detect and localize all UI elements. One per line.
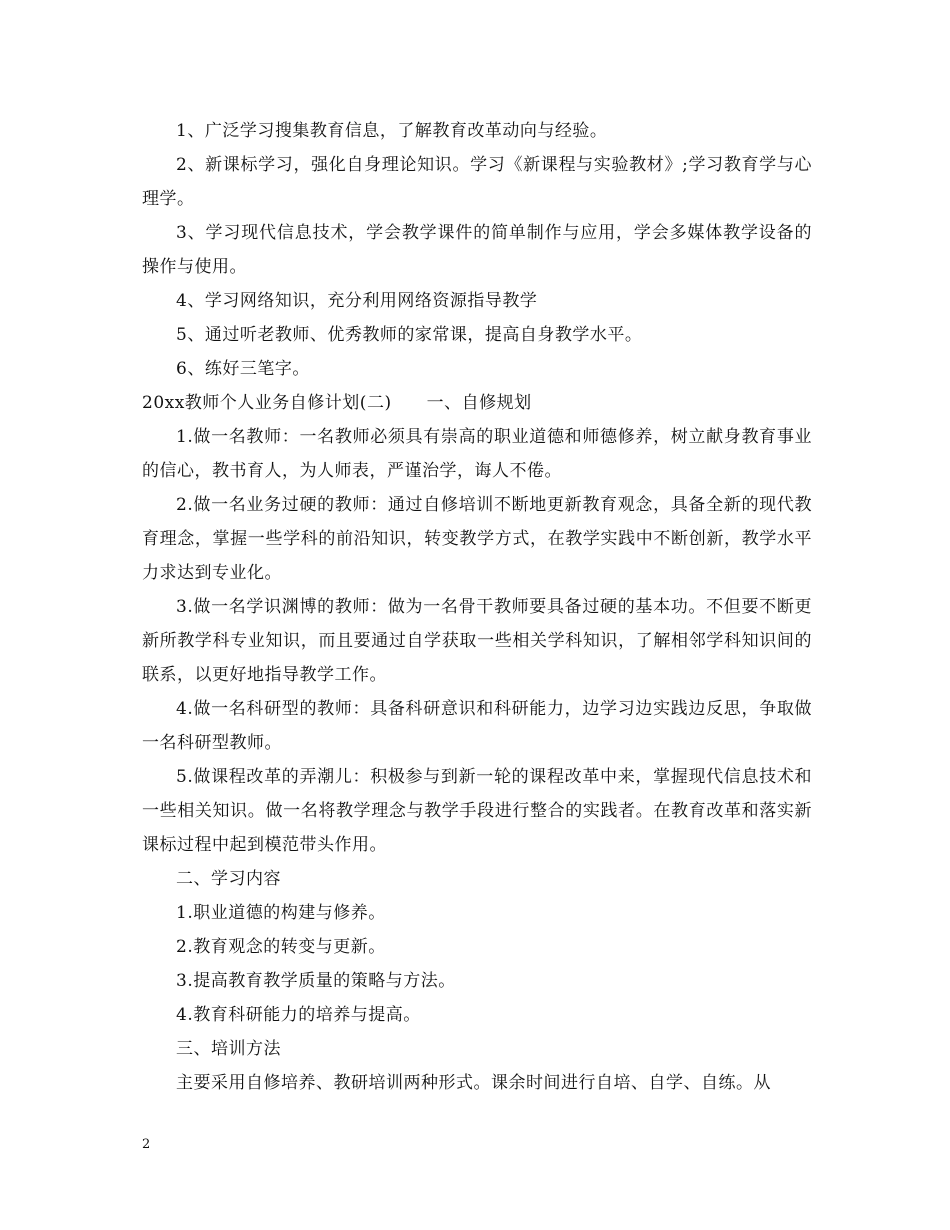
content-item-2: 2.教育观念的转变与更新。 <box>176 937 386 957</box>
plan-item-4: 4.做一名科研型的教师：具备科研意识和科研能力，边学习边实践边反思，争取做一名科研型教师。 <box>142 699 812 753</box>
section-heading-plan: 20xx教师个人业务自修计划(二) 一、自修规划 <box>142 393 532 413</box>
paragraph-item-6: 6、练好三笔字。 <box>176 359 310 379</box>
content-item-1: 1.职业道德的构建与修养。 <box>176 903 386 923</box>
plan-item-1: 1.做一名教师：一名教师必须具有崇高的职业道德和师德修养，树立献身教育事业的信心，教书育人，为人师表，严谨治学，诲人不倦。 <box>142 427 812 481</box>
section-heading-training: 三、培训方法 <box>176 1039 281 1059</box>
page-number: 2 <box>142 1137 151 1152</box>
paragraph-item-1: 1、广泛学习搜集教育信息，了解教育改革动向与经验。 <box>176 121 608 141</box>
paragraph-item-2: 2、新课标学习，强化自身理论知识。学习《新课程与实验教材》;学习教育学与心理学。 <box>142 155 812 209</box>
content-item-4: 4.教育科研能力的培养与提高。 <box>176 1005 421 1025</box>
paragraph-item-3: 3、学习现代信息技术，学会教学课件的简单制作与应用，学会多媒体教学设备的操作与使用。 <box>142 223 812 277</box>
plan-item-2: 2.做一名业务过硬的教师：通过自修培训不断地更新教育观念，具备全新的现代教育理念，掌握一些学科的前沿知识，转变教学方式，在教学实践中不断创新，教学水平力求达到专业化。 <box>142 495 812 583</box>
section-heading-content: 二、学习内容 <box>176 869 281 889</box>
plan-item-5: 5.做课程改革的弄潮儿：积极参与到新一轮的课程改革中来，掌握现代信息技术和一些相关知识。做一名将教学理念与教学手段进行整合的实践者。在教育改革和落实新课标过程中起到模范带头作用。 <box>142 767 812 855</box>
content-item-3: 3.提高教育教学质量的策略与方法。 <box>176 971 456 991</box>
paragraph-item-5: 5、通过听老教师、优秀教师的家常课，提高自身教学水平。 <box>176 325 643 345</box>
training-paragraph: 主要采用自修培养、教研培训两种形式。课余时间进行自培、自学、自练。从 <box>176 1073 771 1093</box>
document-body <box>142 114 812 1100</box>
plan-item-3: 3.做一名学识渊博的教师：做为一名骨干教师要具备过硬的基本功。不但要不断更新所教学科专业知识，而且要通过自学获取一些相关学科知识，了解相邻学科知识间的联系，以更好地指导教学工作。 <box>142 597 812 685</box>
paragraph-item-4: 4、学习网络知识，充分利用网络资源指导教学 <box>176 291 538 311</box>
